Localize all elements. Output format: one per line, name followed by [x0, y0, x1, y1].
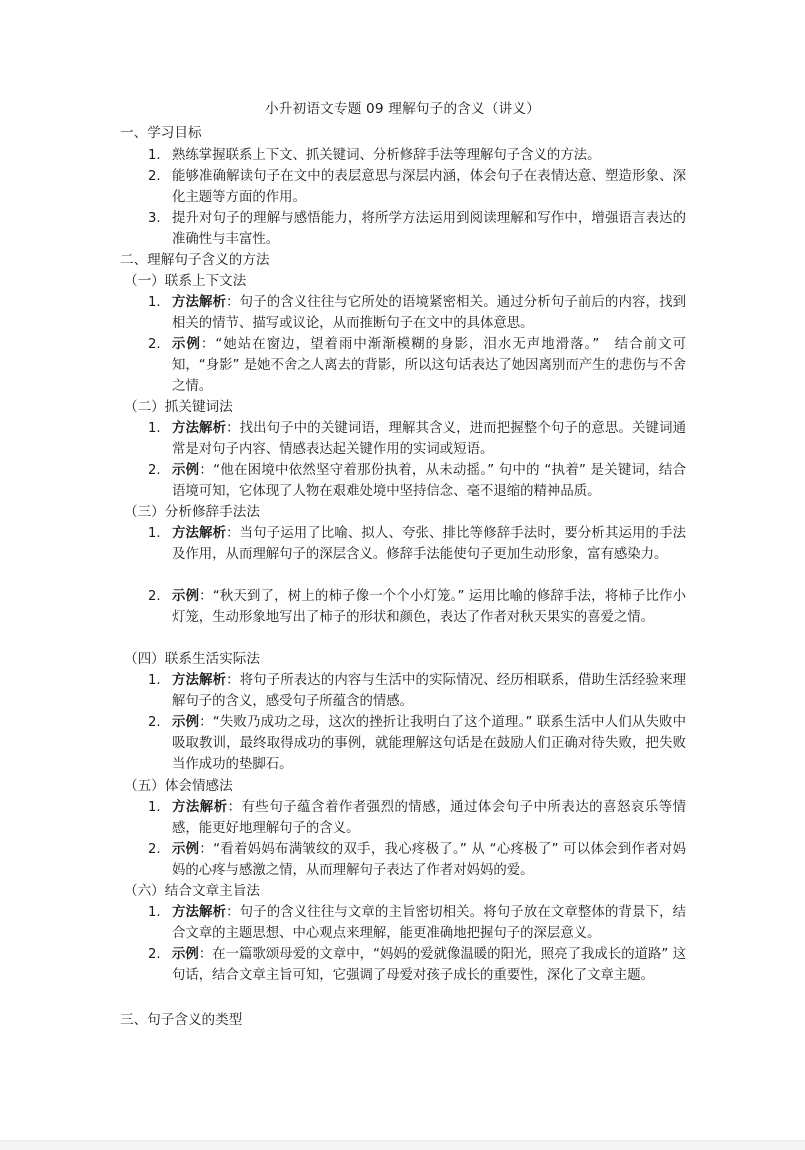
item-label: 方法解析 — [172, 421, 227, 436]
item-separator: ： — [226, 526, 240, 541]
subsection-heading: （二）抓关键词法 — [124, 399, 233, 415]
item-number: 1. — [148, 800, 161, 815]
subsection-heading: （五）体会情感法 — [124, 778, 233, 794]
item-number: 1. — [148, 148, 161, 163]
item-text — [172, 586, 686, 628]
item-separator: ： — [226, 295, 240, 310]
item-label: 方法解析 — [172, 295, 227, 310]
item-text — [172, 670, 686, 712]
item-number: 1. — [148, 526, 161, 541]
item-separator: ： — [199, 842, 214, 857]
item-text: 提升对句子的理解与感悟能力，将所学方法运用到阅读理解和写作中，增强语言表达的准确性与丰富性。 — [172, 211, 686, 247]
item-number: 1. — [148, 905, 161, 920]
item-body: “看着妈妈布满皱纹的双手，我心疼极了。” 从 “心疼极了” 可以体会到作者对妈妈的心疼与感激之情，从而理解句子表达了作者对妈妈的爱。 — [172, 842, 686, 878]
item-number: 2. — [148, 463, 161, 478]
item-label: 方法解析 — [172, 526, 227, 541]
item-label: 方法解析 — [172, 800, 228, 815]
item-body: 将句子所表达的内容与生活中的实际情况、经历相联系，借助生活经验来理解句子的含义，感受句子所蕴含的情感。 — [172, 673, 687, 709]
item-number: 2. — [148, 589, 161, 604]
item-label: 示例 — [172, 842, 200, 857]
item-separator: ： — [199, 589, 213, 604]
section-heading-methods: 二、理解句子含义的方法 — [120, 252, 270, 268]
item-separator: ： — [226, 905, 240, 920]
item-separator: ： — [226, 673, 240, 688]
item-number: 2. — [148, 337, 161, 352]
item-label: 示例 — [172, 715, 200, 730]
item-separator: ： — [199, 463, 214, 478]
subsection-heading: （一）联系上下文法 — [124, 273, 247, 289]
item-text — [172, 292, 686, 334]
item-text — [172, 944, 686, 986]
subsection-heading: （六）结合文章主旨法 — [124, 883, 260, 899]
item-text — [172, 902, 686, 944]
item-text: 熟练掌握联系上下文、抓关键词、分析修辞手法等理解句子含义的方法。 — [172, 148, 601, 163]
item-number: 2. — [148, 715, 161, 730]
item-body: 在一篇歌颂母爱的文章中，“妈妈的爱就像温暖的阳光，照亮了我成长的道路” 这句话，结合文章主旨可知，它强调了母爱对孩子成长的重要性，深化了文章主题。 — [172, 947, 687, 983]
item-body: 当句子运用了比喻、拟人、夸张、排比等修辞手法时，要分析其运用的手法及作用，从而理解句子的深层含义。修辞手法能使句子更加生动形象，富有感染力。 — [172, 526, 687, 562]
item-number: 2. — [148, 842, 161, 857]
item-body: “秋天到了，树上的柿子像一个个小灯笼。” 运用比喻的修辞手法，将柿子比作小灯笼，生动形象地写出了柿子的形状和颜色，表达了作者对秋天果实的喜爱之情。 — [172, 589, 686, 625]
item-text: 能够准确解读句子在文中的表层意思与深层内涵，体会句子在表情达意、塑造形象、深化主题等方面的作用。 — [172, 169, 686, 205]
item-number: 3. — [148, 211, 161, 226]
item-label: 示例 — [172, 947, 199, 962]
item-number: 2. — [148, 947, 161, 962]
item-body: “她站在窗边，望着雨中渐渐模糊的身影，泪水无声地滑落。” 结合前文可知，“身影” 是她不舍之人离去的背影，所以这句话表达了她因离别而产生的悲伤与不舍之情。 — [172, 337, 686, 394]
item-text — [172, 712, 686, 775]
item-label: 示例 — [172, 463, 200, 478]
item-label: 方法解析 — [172, 905, 227, 920]
item-text — [172, 523, 686, 565]
item-separator: ： — [200, 337, 216, 352]
item-label: 方法解析 — [172, 673, 227, 688]
item-text — [172, 460, 686, 502]
item-body: 句子的含义往往与它所处的语境紧密相关。通过分析句子前后的内容，找到相关的情节、描写或议论，从而推断句子在文中的具体意思。 — [172, 295, 687, 331]
section-heading-types: 三、句子含义的类型 — [120, 1012, 243, 1028]
subsection-heading: （三）分析修辞手法法 — [124, 504, 260, 520]
item-label: 示例 — [172, 337, 201, 352]
item-number: 2. — [148, 169, 161, 184]
item-number: 1. — [148, 295, 161, 310]
item-text — [172, 418, 686, 460]
item-body: “失败乃成功之母，这次的挫折让我明白了这个道理。” 联系生活中人们从失败中吸取教训，最终取得成功的事例，就能理解这句话是在鼓励人们正确对待失败，把失败当作成功的垫脚石。 — [172, 715, 686, 772]
item-separator: ： — [227, 800, 242, 815]
item-body: “他在困境中依然坚守着那份执着，从未动摇。” 句中的 “执着” 是关键词，结合语境可知，它体现了人物在艰难处境中坚持信念、毫不退缩的精神品质。 — [172, 463, 686, 499]
item-separator: ： — [199, 715, 213, 730]
item-label: 示例 — [172, 589, 200, 604]
item-text — [172, 797, 686, 839]
item-body: 有些句子蕴含着作者强烈的情感，通过体会句子中所表达的喜怒哀乐等情感，能更好地理解句子的含义。 — [172, 800, 686, 836]
item-body: 句子的含义往往与文章的主旨密切相关。将句子放在文章整体的背景下，结合文章的主题思想、中心观点来理解，能更准确地把握句子的深层意义。 — [172, 905, 687, 941]
section-heading-goals: 一、学习目标 — [120, 125, 202, 141]
item-separator: ： — [198, 947, 213, 962]
item-separator: ： — [226, 421, 240, 436]
item-number: 1. — [148, 421, 161, 436]
item-text — [172, 839, 686, 881]
document-title: 小升初语文专题 09 理解句子的含义（讲义） — [264, 101, 541, 117]
item-number: 1. — [148, 673, 161, 688]
subsection-heading: （四）联系生活实际法 — [124, 651, 260, 667]
item-body: 找出句子中的关键词语，理解其含义，进而把握整个句子的意思。关键词通常是对句子内容、情感表达起关键作用的实词或短语。 — [172, 421, 687, 457]
item-text — [172, 334, 686, 397]
